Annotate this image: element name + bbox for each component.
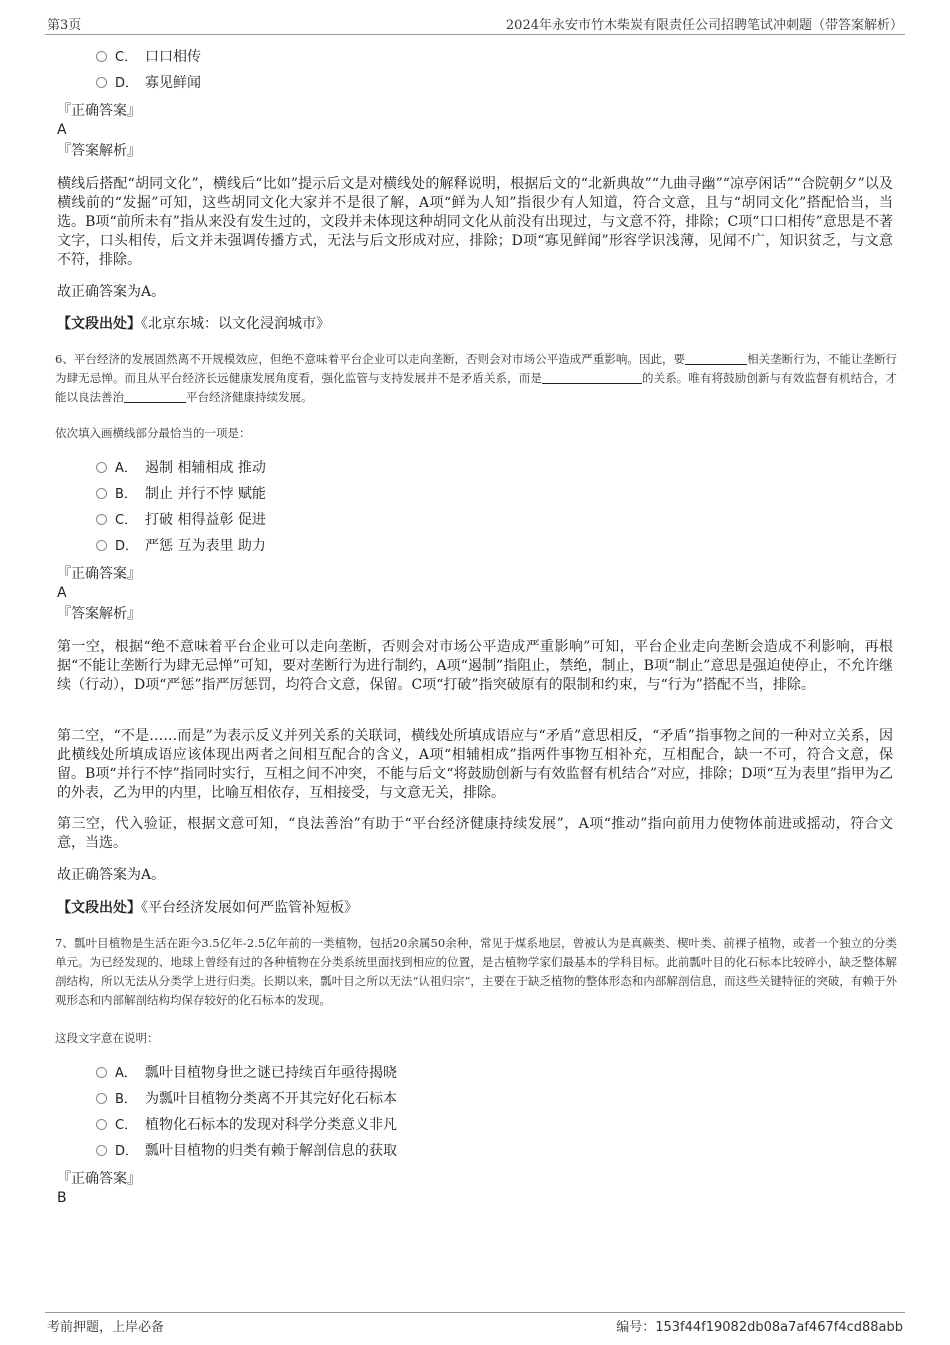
q7-stem: 7、瓢叶目植物是生活在距今3.5亿年-2.5亿年前的一类植物，包括20余属50余种，常见于煤系地层，曾被认为是真蕨类、楔叶类、前裸子植物，或者一个独立的分类单元。为已经发现的、地球上曾经有过的各种植物在分类系统里面找到相应的位置，是古植物学家们最基本的学科目标。此前瓢叶目的化石标本比较碎小，缺乏整体解剖结构，所以无法从分类学上进行归类。长期以来，瓢叶目之所以无法“认祖归宗”，主要在于缺乏植物的整体形态和内部解剖信息，而这些关键特征的突破，有赖于外观形态和内部解剖结构均保存较好的化石标本的发现。 — [55, 936, 897, 1007]
q5-analysis: 横线后搭配“胡同文化”，横线后“比如”提示后文是对横线处的解释说明，根据后文的“北新典故”“九曲寻幽”“凉亭闲话”“合院朝夕”以及横线前的“发掘”可知，这些胡同文化大家并不是很了解，A项“鲜为人知”指很少有人知道，符合文意，且与“胡同文化”搭配恰当，当选。B项“前所未有”指从来没有发生过的，文段并未体现这种胡同文化从前没有出现过，与文意不符，排除；C项“口口相传”意思是不著文字，口头相传，后文并未强调传播方式，无法与后文形成对应，排除；D项“寡见鲜闻”形容学识浅薄，见闻不广，知识贫乏，与文意不符，排除。 — [57, 176, 893, 268]
source-title: 《平台经济发展如何严监管补短板》 — [141, 900, 358, 916]
fill-blank-1 — [685, 352, 747, 365]
document-code: 编号：153f44f19082db08a7af467f4cd88abb — [616, 1320, 903, 1335]
q6-option-d[interactable]: D． 严惩 互为表里 助力 — [96, 536, 266, 557]
q6-source — [57, 898, 358, 918]
radio-icon[interactable] — [96, 514, 107, 525]
fill-blank-2 — [542, 371, 642, 384]
q6-analysis-1: 第一空，根据“绝不意味着平台企业可以走向垄断，否则会对市场公平造成严重影响”可知，平台企业走向垄断会造成不利影响，再根据“不能让垄断行为肆无忌惮”可知，要对垄断行为进行制约，A项“遏制”指阻止，禁绝，制止，B项“制止”意思是强迫使停止，不允许继续（行动），D项“严惩”指严厉惩罚，均符合文意，保留。C项“打破”指突破原有的限制和约束，与“行为”搭配不当，排除。 — [57, 639, 893, 693]
q6-stem: 6、平台经济的发展固然离不开规模效应，但绝不意味着平台企业可以走向垄断，否则会对市场公平造成严重影响。因此，要 相关垄断行为，不能让垄断行为肆无忌惮。而且从平台经济长远健康发展角度看，强化监管与支持发展并不是矛盾关系，而是 的关系。唯有将鼓励创新与有效监督有机结合，才能以良法善治 平台经济健康持续发展。 — [55, 352, 898, 404]
q7-answer: B — [57, 1190, 67, 1206]
q6-option-b[interactable]: B． 制止 并行不悖 赋能 — [96, 484, 266, 505]
q6-prompt: 依次填入画横线部分最恰当的一项是： — [55, 426, 251, 440]
source-label: 【文段出处】 — [57, 900, 141, 916]
q7-prompt: 这段文字意在说明： — [55, 1031, 159, 1045]
q7-option-c[interactable]: C． 植物化石标本的发现对科学分类意义非凡 — [96, 1115, 397, 1136]
radio-icon[interactable] — [96, 1145, 107, 1156]
q6-answer-label: 『正确答案』 — [57, 566, 141, 582]
q6-analysis-3: 第三空，代入验证，根据文意可知，“良法善治”有助于“平台经济健康持续发展”，A项“推动”指向前用力使物体前进或摇动，符合文意，当选。 — [57, 816, 893, 851]
radio-icon[interactable] — [96, 1093, 107, 1104]
q5-answer: A — [57, 122, 67, 138]
radio-icon[interactable] — [96, 462, 107, 473]
q6-option-a[interactable]: A． 遏制 相辅相成 推动 — [96, 458, 266, 479]
q5-source — [57, 314, 330, 334]
q7-option-a[interactable]: A． 瓢叶目植物身世之谜已持续百年亟待揭晓 — [96, 1063, 397, 1084]
radio-icon[interactable] — [96, 77, 107, 88]
q5-answer-label: 『正确答案』 — [57, 103, 141, 119]
page-header — [45, 12, 905, 35]
q5-conclusion: 故正确答案为A。 — [57, 284, 166, 300]
q6-conclusion: 故正确答案为A。 — [57, 867, 166, 883]
radio-icon[interactable] — [96, 1119, 107, 1130]
q5-option-c[interactable]: C． 口口相传 — [96, 47, 201, 68]
radio-icon[interactable] — [96, 51, 107, 62]
q5-analysis-label: 『答案解析』 — [57, 143, 141, 159]
q6-analysis-2: 第二空，“不是……而是”为表示反义并列关系的关联词，横线处所填成语应与“矛盾”意思相反，“矛盾”指事物之间的一种对立关系，因此横线处所填成语应该体现出两者之间相互配合的含义，A项“相辅相成”指两件事物互相补充，互相配合，缺一不可，符合文意，保留。B项“并行不悖”指同时实行，互相之间不冲突，不能与后文“将鼓励创新与有效监督有机结合”对应，排除；D项“互为表里”指甲为乙的外表，乙为甲的内里，比喻互相依存，互相接受，与文意无关，排除。 — [57, 728, 893, 801]
fill-blank-3 — [124, 390, 186, 403]
radio-icon[interactable] — [96, 1067, 107, 1078]
source-label: 【文段出处】 — [57, 316, 141, 332]
q6-analysis-label: 『答案解析』 — [57, 606, 141, 622]
radio-icon[interactable] — [96, 488, 107, 499]
footer-slogan: 考前押题，上岸必备 — [47, 1320, 165, 1335]
q5-option-d[interactable]: D． 寡见鲜闻 — [96, 73, 201, 94]
page-footer — [45, 1312, 905, 1335]
document-title: 2024年永安市竹木柴炭有限责任公司招聘笔试冲刺题（带答案解析） — [505, 18, 903, 33]
q6-answer: A — [57, 585, 67, 601]
source-title: 《北京东城：以文化浸润城市》 — [141, 316, 330, 332]
radio-icon[interactable] — [96, 540, 107, 551]
q7-option-d[interactable]: D． 瓢叶目植物的归类有赖于解剖信息的获取 — [96, 1141, 397, 1162]
q7-answer-label: 『正确答案』 — [57, 1171, 141, 1187]
q6-option-c[interactable]: C． 打破 相得益彰 促进 — [96, 510, 266, 531]
page-number: 第3页 — [47, 18, 82, 33]
q7-option-b[interactable]: B． 为瓢叶目植物分类离不开其完好化石标本 — [96, 1089, 397, 1110]
